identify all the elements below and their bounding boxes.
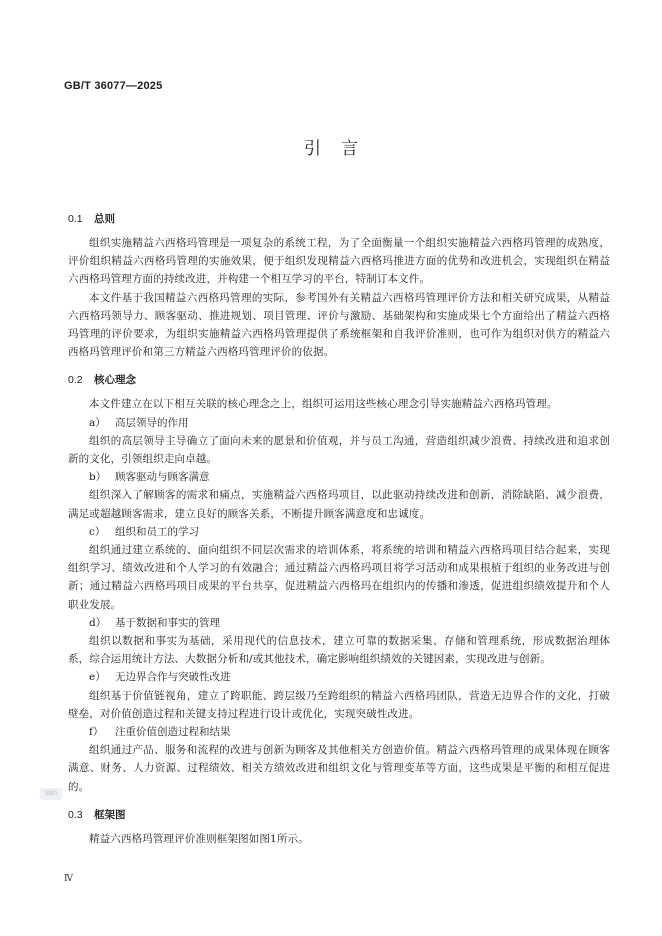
- list-item-title: [68, 414, 610, 432]
- list-label: c）: [89, 525, 106, 538]
- list-paragraph: 组织通过产品、服务和流程的改进与创新为顾客及其他相关方创造价值。精益六西格玛管理的成果体现在顾客满意、财务、人力资源、过程绩效、相关方绩效改进和组织文化与管理变革等方面，这些成果是平衡的和相互促进的。: [68, 744, 610, 793]
- list-item-title: [68, 614, 610, 632]
- list-paragraph: 组织通过建立系统的、面向组织不同层次需求的培训体系，将系统的培训和精益六西格玛项目结合起来，实现组织学习、绩效改进和个人学习的有效融合；通过精益六西格玛项目将学习活动和成果根植于组织的业务改进与创新；通过精益六西格玛项目成果的平台共享，促进精益六西格玛在组织内的传播和渗透，促进组织绩效提升和个人职业发展。: [68, 544, 610, 611]
- section-number: 0.3: [68, 808, 83, 821]
- list-label: e）: [89, 671, 106, 684]
- list-item-title: [68, 668, 610, 686]
- list-title: 顾客驱动与顾客满意: [115, 471, 210, 484]
- section-heading-0-1: [68, 210, 610, 228]
- list-label: b）: [89, 471, 107, 484]
- watermark-stamp-icon: SBG: [40, 788, 62, 800]
- list-label: a）: [89, 416, 106, 429]
- list-paragraph: 组织深入了解顾客的需求和痛点，实施精益六西格玛项目，以此驱动持续改进和创新，消除缺陷、减少浪费，满足或超越顾客需求，建立良好的顾客关系，不断提升顾客满意度和忠诚度。: [68, 489, 610, 520]
- section-heading-0-3: [68, 806, 610, 824]
- list-title: 注重价值创造过程和结果: [115, 726, 231, 739]
- paragraph: 精益六西格玛管理评价准则框架图如图1所示。: [89, 832, 309, 845]
- list-label: f）: [89, 726, 104, 739]
- document-code: GB/T 36077—2025: [64, 80, 163, 92]
- list-paragraph: 组织基于价值链视角，建立了跨职能、跨层级乃至跨组织的精益六西格玛团队，营造无边界合作的文化，打破壁垒，对价值创造过程和关键支持过程进行设计或优化，实现突破性改进。: [68, 689, 610, 720]
- paragraph: 组织实施精益六西格玛管理是一项复杂的系统工程，为了全面衡量一个组织实施精益六西格玛管理的成熟度，评价组织精益六西格玛管理的实施效果，便于组织发现精益六西格玛推进方面的优势和改进机会，实现组织在精益六西格玛管理方面的持续改进，并构建一个相互学习的平台，特制订本文件。: [68, 237, 610, 286]
- list-label: d）: [89, 616, 107, 629]
- paragraph: 本文件基于我国精益六西格玛管理的实际，参考国外有关精益六西格玛管理评价方法和相关研究成果，从精益六西格玛领导力、顾客驱动、推进规划、项目管理、评价与激励、基础架构和实施成果七个方面给出了精益六西格玛管理的评价要求，为组织实施精益六西格玛管理提供了系统框架和自我评价准则，也可作为组织对供方的精益六西格玛管理评价和第三方精益六西格玛管理评价的依据。: [68, 291, 610, 359]
- list-title: 无边界合作与突破性改进: [115, 671, 231, 684]
- document-body: [68, 210, 610, 848]
- list-title: 高层领导的作用: [115, 416, 189, 429]
- section-title: 总则: [94, 213, 115, 225]
- paragraph: 本文件建立在以下相互关联的核心理念之上，组织可运用这些核心理念引导实施精益六西格玛管理。: [89, 398, 558, 411]
- list-item-title: [68, 468, 610, 486]
- list-item-title: [68, 523, 610, 541]
- list-item-title: [68, 723, 610, 741]
- list-paragraph: 组织以数据和事实为基础，采用现代的信息技术，建立可靠的数据采集、存储和管理系统，形成数据治理体系，综合运用统计方法、大数据分析和/或其他技术，确定影响组织绩效的关键因素，实现改进与创新。: [68, 635, 610, 666]
- page-number: Ⅳ: [64, 874, 73, 884]
- section-title: 框架图: [94, 808, 126, 821]
- list-paragraph: 组织的高层领导主导确立了面向未来的愿景和价值观，并与员工沟通，营造组织减少浪费、持续改进和追求创新的文化，引领组织走向卓越。: [68, 434, 610, 466]
- section-number: 0.2: [68, 374, 83, 387]
- section-number: 0.1: [68, 213, 83, 225]
- list-title: 组织和员工的学习: [115, 525, 199, 538]
- section-title: 核心理念: [94, 374, 136, 387]
- section-heading-0-2: [68, 371, 610, 389]
- page-title: 引言: [304, 139, 378, 159]
- list-title: 基于数据和事实的管理: [115, 616, 220, 629]
